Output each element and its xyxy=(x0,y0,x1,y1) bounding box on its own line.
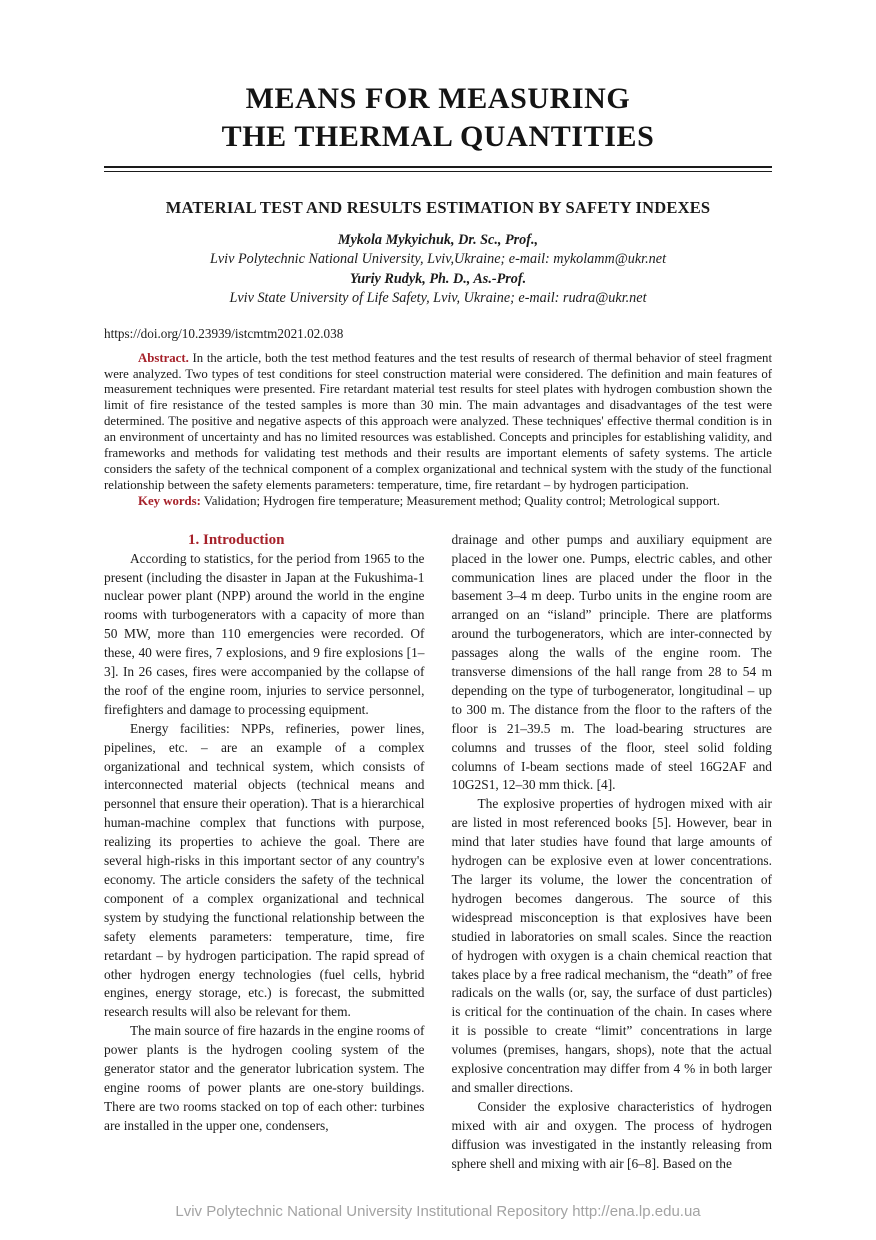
paragraph: drainage and other pumps and auxiliary equipment are placed in the lower one. Pumps, electric cables, and other communication lines are placed under the floor in the basement 3–4 m deep. Turbo units in the engine room are arranged on an “island” principle. There are platforms around the turbogenerators, which are inter-connected by passages along the walls of the engine room. The transverse dimensions of the hall range from 28 to 54 m depending on the type of turbogenerator, longitudinal – up to 300 m. The distance from the floor to the rafters of the floor is 21–39.5 m. The load-bearing structures are columns and trusses of the floor, steel solid folding columns of I-beam sections made of steel 16G2AF and 10G2S1, 12–30 mm thick. [4]. xyxy=(451,531,772,793)
keywords-text: Validation; Hydrogen fire temperature; Measurement method; Quality control; Metrological support. xyxy=(203,493,720,508)
paragraph: Consider the explosive characteristics of hydrogen mixed with air and oxygen. The process of hydrogen diffusion was investigated in the instantly releasing from sphere shell and mixing with air [6–8]. Based on the xyxy=(451,1098,772,1171)
authors-block xyxy=(104,231,772,309)
masthead-line-2: THE THERMAL QUANTITIES xyxy=(221,120,655,153)
double-rule xyxy=(104,166,772,172)
abstract-paragraph xyxy=(104,351,772,494)
repository-footer: Lviv Polytechnic National University Institutional Repository http://ena.lp.edu.ua xyxy=(0,1203,876,1220)
keywords-label: Key words: xyxy=(138,493,201,508)
page-content xyxy=(104,0,772,1174)
paragraph: The explosive properties of hydrogen mixed with air are listed in most referenced books [5]. However, bear in mind that later studies have found that large amounts of hydrogen can be explosive even at lower concentrations. The larger its volume, the lower the concentration of hydrogen becomes dangerous. The source of this widespread misconception is that explosives have been studied in laboratories on small scales. Since the reaction of hydrogen with oxygen is a chain chemical reaction that takes place by a free radical mechanism, the “death” of free radicals on the walls (or, say, the surface of dust particles) is critical for the continuation of the chain. In cases where it is possible to create “limit” concentrations in large volumes (premises, hangars, shops), note that the actual explosive concentration may differ from 4 % in both larger and smaller directions. xyxy=(451,796,772,1095)
article-title: MATERIAL TEST AND RESULTS ESTIMATION BY SAFETY INDEXES xyxy=(165,198,711,217)
section-heading-introduction: 1. Introduction xyxy=(188,531,285,548)
abstract-block xyxy=(104,351,772,510)
author-name: Mykola Mykyichuk, Dr. Sc., Prof., xyxy=(337,232,539,248)
body-columns xyxy=(104,531,772,1174)
body-column-right xyxy=(452,531,773,1174)
masthead-line-1: MEANS FOR MEASURING xyxy=(245,82,631,115)
author-name: Yuriy Rudyk, Ph. D., As.-Prof. xyxy=(349,270,527,287)
abstract-label: Abstract. xyxy=(138,350,189,365)
abstract-text: In the article, both the test method features and the test results of research of thermal behavior of steel fragment were analyzed. Two types of test conditions for steel construction material were considered. The definition and main features of measurement techniques were presented. Fire retardant material test results for steel plates with hydrogen combustion shown the limit of fire resistance of the tested samples is more than 30 min. The main advantages and disadvantages of the test were determined. The positive and negative aspects of this approach were analyzed. These techniques' effective thermal condition is in an environment of uncertainty and has no limited resources was established. Concepts and principles for establishing validity, and frameworks and methods for validating test methods and their results are important elements of safety systems. The article considers the safety of the technical component of a complex organizational and technical system with the study of the functional relationship between the safety elements parameters: temperature, time, fire retardant – by hydrogen participation. xyxy=(104,350,772,492)
author-affiliation: Lviv Polytechnic National University, Lviv,Ukraine; e-mail: mykolamm@ukr.net xyxy=(209,251,667,268)
journal-masthead xyxy=(104,80,772,156)
doi-text: https://doi.org/10.23939/istcmtm2021.02.038 xyxy=(104,325,344,341)
author-affiliation: Lviv State University of Life Safety, Lviv, Ukraine; e-mail: rudra@ukr.net xyxy=(229,290,647,307)
keywords-paragraph xyxy=(104,494,772,510)
body-column-left xyxy=(104,531,425,1174)
paragraph: According to statistics, for the period from 1965 to the present (including the disaster in Japan at the Fukushima-1 nuclear power plant (NPP) around the world in the engine rooms with turbogenerators with a capacity of more than 50 MW, more than 110 emergencies were recorded. Of these, 40 were fires, 7 explosions, and 9 fire explosions [1–3]. In 26 cases, fires were accompanied by the collapse of the roof of the engine room, injuries to service personnel, firefighters and damage to processing equipment. xyxy=(104,550,425,717)
paragraph: The main source of fire hazards in the engine rooms of power plants is the hydrogen cooling system of the generator stator and the generator lubrication system. The engine rooms of power plants are one-story buildings. There are two rooms stacked on top of each other: turbines are installed in the upper one, condensers, xyxy=(104,1023,425,1133)
paragraph: Energy facilities: NPPs, refineries, power lines, pipelines, etc. – are an example of a complex organizational and technical system, which consists of interconnected material objects (technical means and personnel that ensure their operation). That is a hierarchical human-machine complex that functions with purpose, realizing its properties to achieve the goal. There are several high-risks in this important sector of any country's economy. The article considers the safety of the technical component of a complex organizational and technical system by studying the functional relationship between the safety elements parameters: temperature, time, fire retardant – by hydrogen participation. The rapid spread of other hydrogen energy technologies (fuel cells, hybrid engines, energy storage, etc.) is forecast, the submitted research results will also be relevant for them. xyxy=(104,720,425,1020)
